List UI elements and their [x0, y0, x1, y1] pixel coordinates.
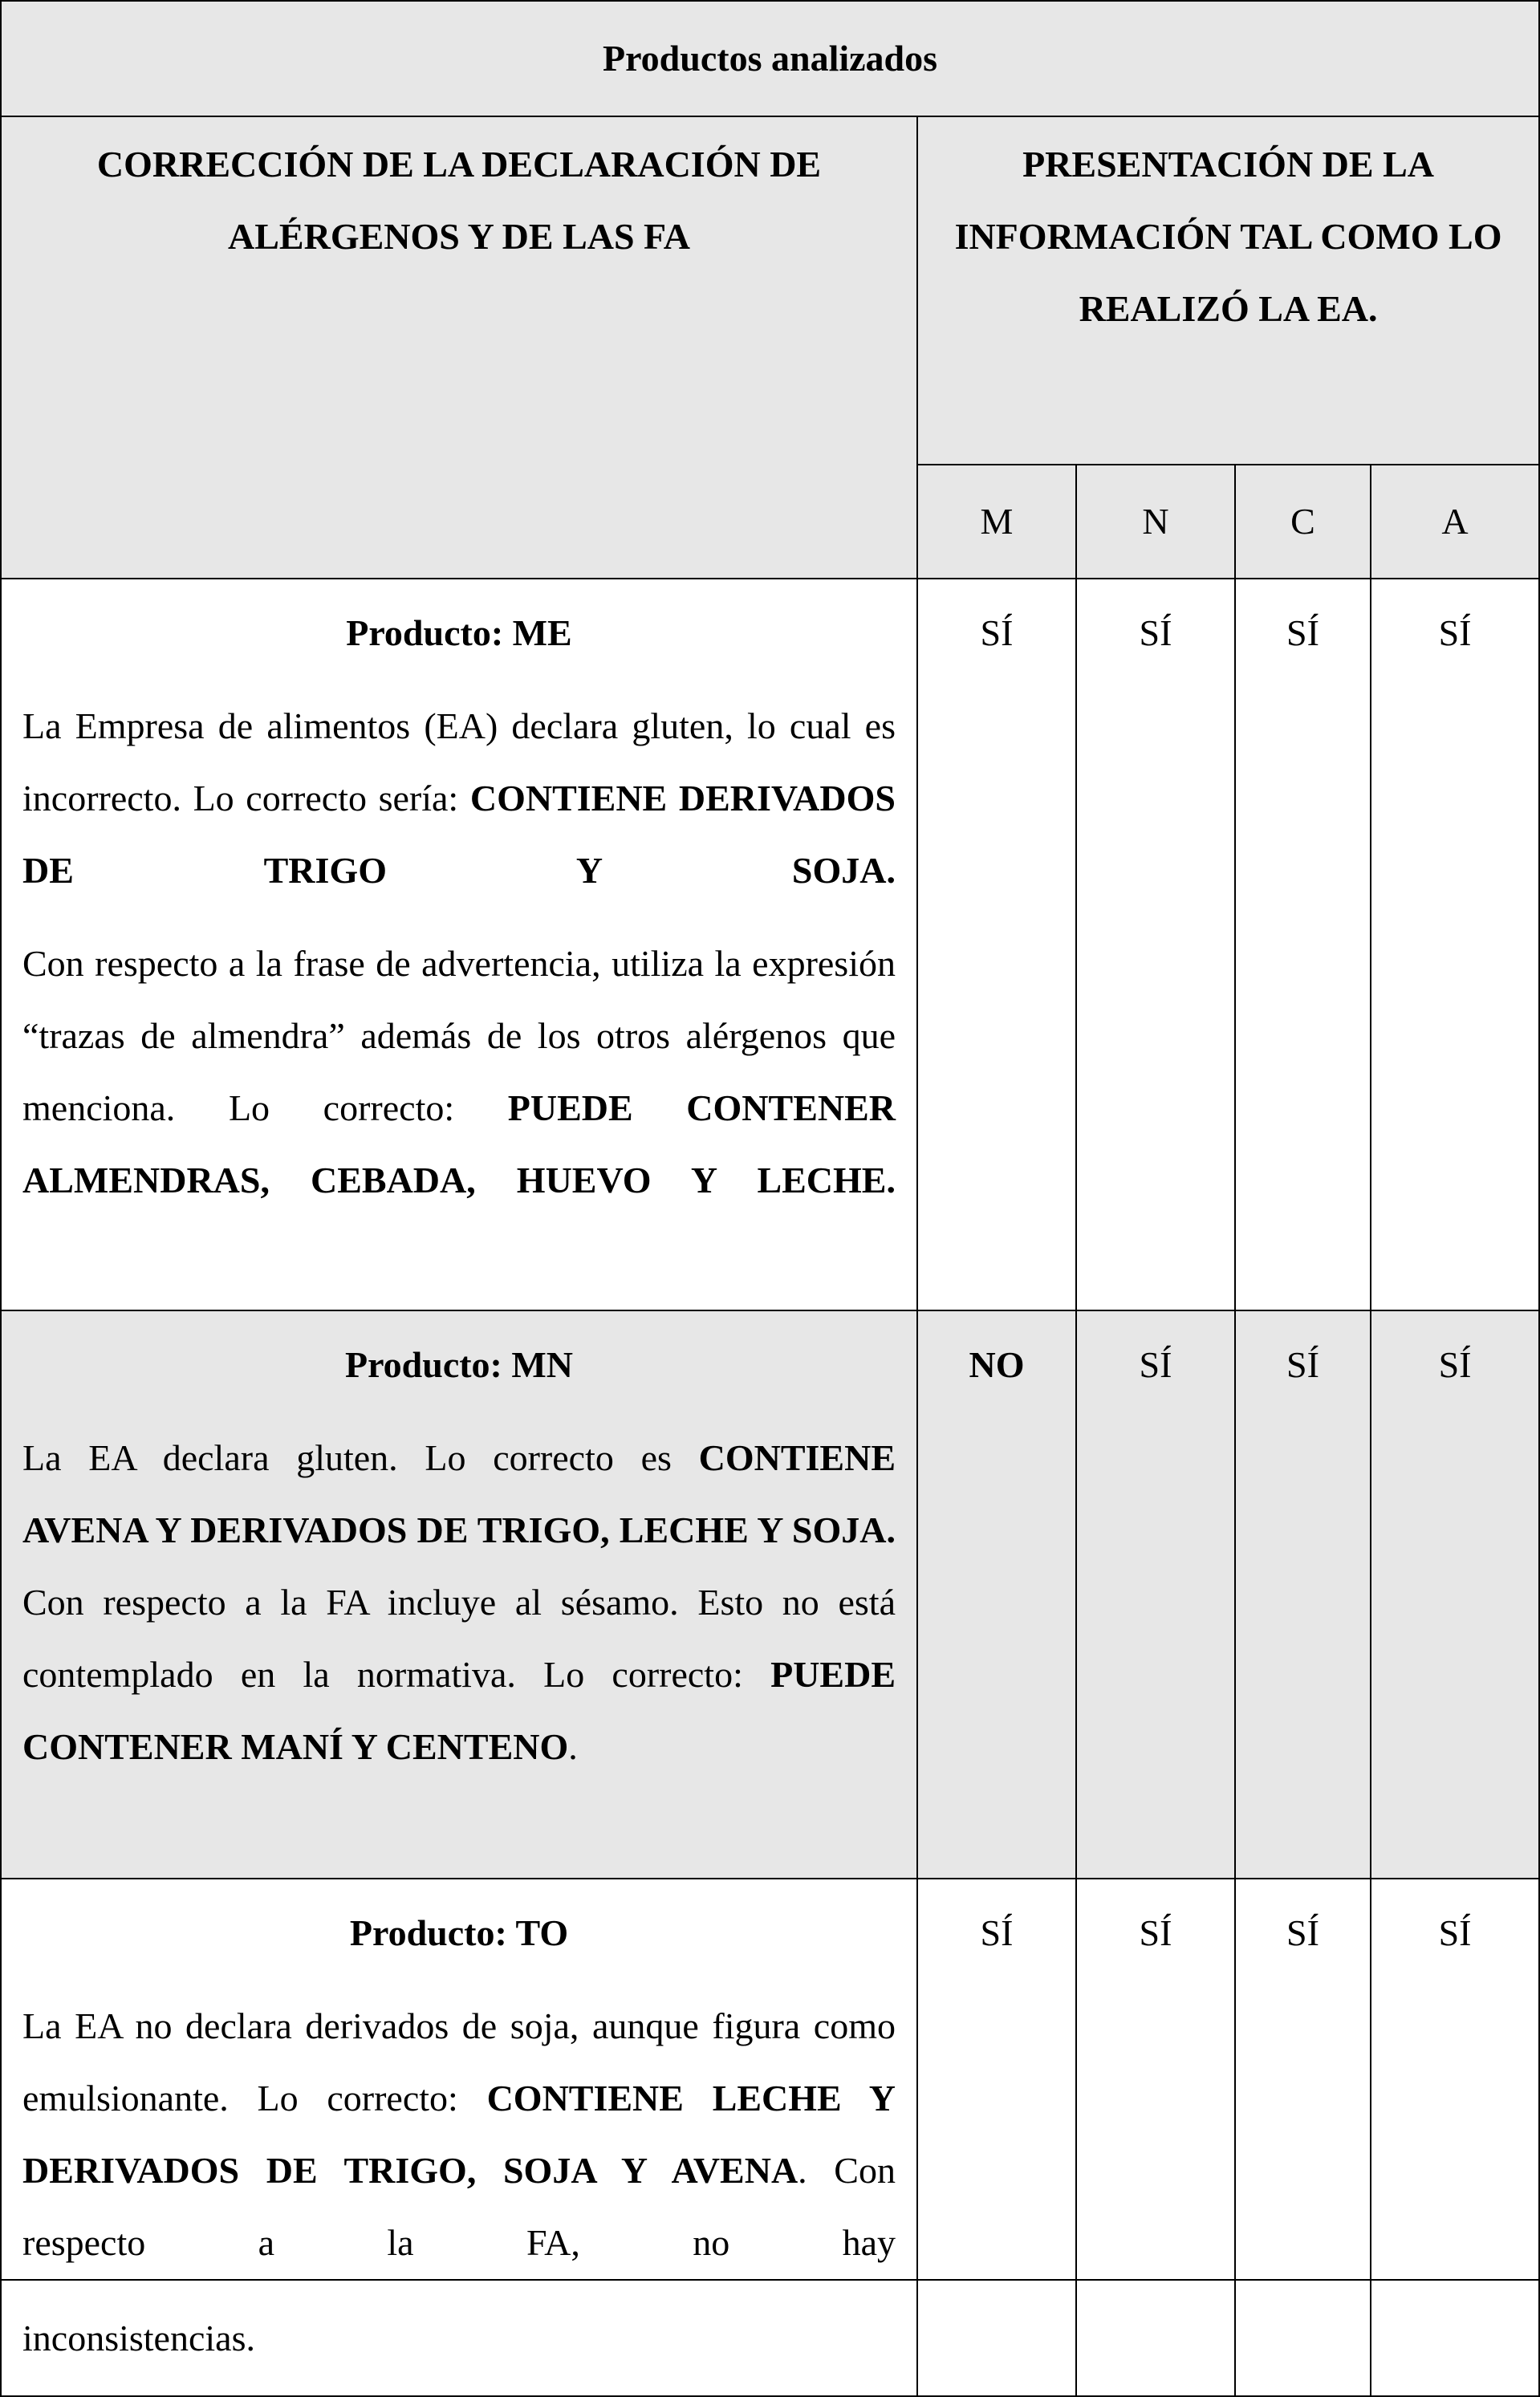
mark-c: SÍ	[1235, 1310, 1371, 1879]
product-me-cell	[1, 579, 917, 1310]
header-presentation	[917, 116, 1539, 465]
paragraph-text: Con respecto a la FA incluye al sésamo. Esto no está contemplado en la normativa. Lo correcto:	[22, 1582, 896, 1695]
mark-c: SÍ	[1235, 1879, 1371, 2280]
continuation-text: inconsistencias.	[22, 2317, 255, 2358]
column-header-a: A	[1371, 465, 1539, 579]
header-correction-label: CORRECCIÓN DE LA DECLARACIÓN DE ALÉRGENOS Y DE LAS FA	[96, 144, 822, 257]
product-title: Producto: MN	[344, 1344, 574, 1385]
empty-cell	[1371, 2280, 1539, 2396]
mark-a: SÍ	[1371, 1879, 1539, 2280]
column-header-m: M	[917, 465, 1076, 579]
product-paragraph	[22, 690, 896, 907]
product-paragraph	[22, 928, 896, 1217]
header-presentation-label: PRESENTACIÓN DE LA INFORMACIÓN TAL COMO LO REALIZÓ LA EA.	[954, 144, 1502, 329]
product-to-cell	[1, 1879, 917, 2280]
paragraph-bold: CONTIENE LECHE Y DERIVADOS DE TRIGO, SOJA Y AVENA	[22, 2078, 896, 2191]
table-row	[1, 1310, 1539, 1879]
table-row	[1, 1879, 1539, 2280]
paragraph-bold: PUEDE CONTENER MANÍ Y CENTENO	[22, 1654, 896, 1767]
mark-m: SÍ	[917, 579, 1076, 1310]
paragraph-text: La EA no declara derivados de soja, aunque figura como emulsionante. Lo correcto:	[22, 2005, 896, 2119]
table-title: Productos analizados	[1, 1, 1539, 116]
product-paragraph	[22, 1422, 896, 1783]
mark-c: SÍ	[1235, 579, 1371, 1310]
product-title: Producto: ME	[346, 612, 572, 653]
paragraph-bold: CONTIENE DERIVADOS DE TRIGO Y SOJA.	[22, 778, 896, 891]
mark-a: SÍ	[1371, 1310, 1539, 1879]
paragraph-text: .	[568, 1726, 578, 1767]
paragraph-bold: CONTIENE AVENA Y DERIVADOS DE TRIGO, LECHE Y SOJA.	[22, 1437, 896, 1550]
paragraph-text: La EA declara gluten. Lo correcto es	[22, 1437, 699, 1478]
mark-n: SÍ	[1076, 1879, 1235, 2280]
paragraph-bold: PUEDE CONTENER ALMENDRAS, CEBADA, HUEVO Y LECHE.	[22, 1087, 896, 1201]
mark-m: NO	[917, 1310, 1076, 1879]
empty-cell	[917, 2280, 1076, 2396]
mark-m: SÍ	[917, 1879, 1076, 2280]
paragraph-text: Con respecto a la frase de advertencia, utiliza la expresión “trazas de almendra” además de los otros alérgenos que menciona. Lo correcto:	[22, 943, 896, 1128]
paragraph-text: . Con respecto a la FA, no hay	[22, 2150, 896, 2263]
empty-cell	[1076, 2280, 1235, 2396]
product-paragraph	[22, 1990, 896, 2279]
table-row	[1, 2280, 1539, 2396]
product-mn-cell	[1, 1310, 917, 1879]
continuation-cell	[1, 2280, 917, 2396]
mark-a: SÍ	[1371, 579, 1539, 1310]
paragraph-text: La Empresa de alimentos (EA) declara gluten, lo cual es incorrecto. Lo correcto sería:	[22, 705, 896, 819]
empty-cell	[1235, 2280, 1371, 2396]
column-header-n: N	[1076, 465, 1235, 579]
mark-n: SÍ	[1076, 1310, 1235, 1879]
column-header-c: C	[1235, 465, 1371, 579]
table-row	[1, 579, 1539, 1310]
header-correction	[1, 116, 917, 579]
mark-n: SÍ	[1076, 579, 1235, 1310]
product-title: Producto: TO	[349, 1912, 569, 1953]
